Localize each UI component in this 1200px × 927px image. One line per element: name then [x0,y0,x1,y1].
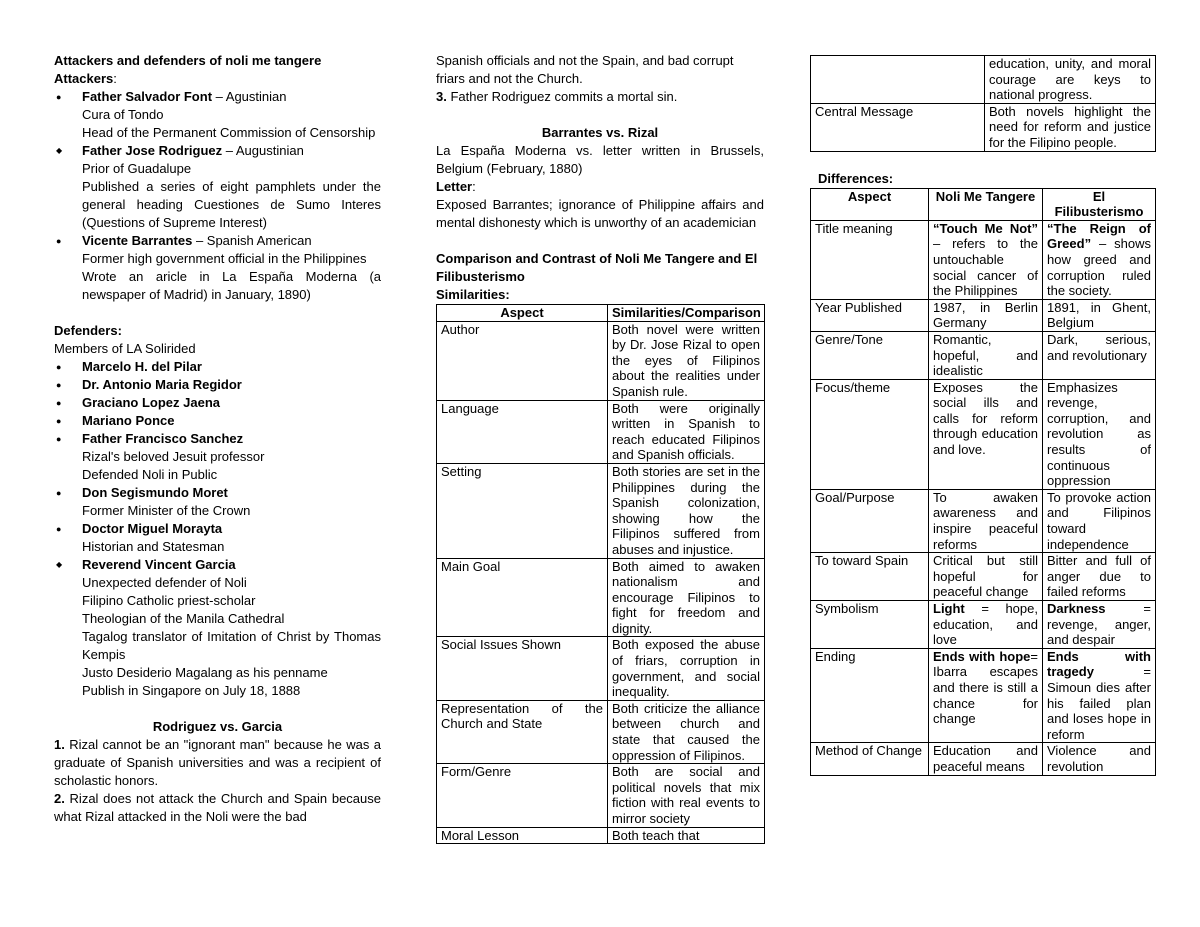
defender-name: Mariano Ponce [82,413,175,428]
similarities-row [437,558,765,637]
similarities-heading: Similarities: [436,287,510,302]
defenders-list [54,358,381,700]
differences-row [811,648,1156,743]
defender-name: Graciano Lopez Jaena [82,395,220,410]
similarities-row [437,321,765,400]
fili-text: Bitter and full of anger due to failed reforms [1047,553,1151,600]
barrantes-vs-rizal-heading: Barrantes vs. Rizal [541,125,659,140]
aspect-cell: Symbolism [811,601,929,649]
differences-row [811,220,1156,299]
fili-text: Dark, serious, and revolutionary [1047,331,1151,363]
comparison-cell: Both novel were written by Dr. Jose Rizal to open the eyes of Filipinos about the realities under Spanish rule. [608,321,765,400]
attackers-colon: : [113,71,117,86]
fili-cell [1043,553,1156,601]
aspect-cell: Genre/Tone [811,331,929,379]
point-text: Rizal does not attack the Church and Spain because what Rizal attacked in the Noli were the bad [54,791,381,824]
attackers-heading: Attackers [54,71,114,86]
attackers-heading-line [54,70,381,88]
differences-heading: Differences: [818,170,894,186]
aspect-cell: Goal/Purpose [811,489,929,552]
noli-text: – refers to the untouchable social cancer of the Philippines [933,236,1038,299]
differences-header-cell: Noli Me Tangere [929,188,1043,220]
letter-label-line [436,178,764,196]
column-2 [436,52,764,844]
fili-cell [1043,331,1156,379]
comparison-cell: Both novels highlight the need for reform and justice for the Filipino people. [985,103,1156,151]
defender-name: Dr. Antonio Maria Regidor [82,377,242,392]
defender-detail: Former Minister of the Crown [82,503,251,518]
defender-name: Marcelo H. del Pilar [82,359,202,374]
noli-bold-text: Ends with hope [933,648,1031,664]
similarities-row [437,827,765,844]
defender-detail: Unexpected defender of Noli [82,575,247,590]
noli-cell [929,220,1043,299]
point-3 [436,88,764,106]
comparison-cell: education, unity, and moral courage are keys to national progress. [985,56,1156,104]
defender-item [54,394,381,412]
aspect-cell: To toward Spain [811,553,929,601]
defender-item [54,430,381,448]
aspect-cell: Main Goal [437,558,608,637]
aspect-cell: Focus/theme [811,379,929,489]
similarities-row [811,56,1156,104]
noli-cell [929,648,1043,743]
noli-text: 1987, in Berlin Germany [933,299,1038,331]
point-number: 2. [54,791,65,806]
similarities-header-cell: Similarities/Comparison [608,305,765,322]
fili-cell [1043,743,1156,775]
aspect-cell: Setting [437,463,608,558]
aspect-cell: Representation of the Church and State [437,700,608,763]
rodriguez-vs-garcia-heading: Rodriguez vs. Garcia [152,719,283,734]
letter-colon: : [472,179,476,194]
defender-detail: Filipino Catholic priest-scholar [82,593,256,608]
rodriguez-vs-garcia-point [54,790,381,826]
similarities-header-row [437,305,765,322]
attacker-affiliation: – Spanish American [192,233,312,248]
comparison-cell: Both criticize the alliance between church and state that caused the oppression of Filipinos. [608,700,765,763]
rodriguez-vs-garcia-points [54,736,381,826]
noli-bold-text: Light [933,601,965,616]
aspect-cell [811,56,985,104]
aspect-cell: Social Issues Shown [437,637,608,700]
fili-text: = Simoun dies after his failed plan and loses hope in reform [1047,664,1151,742]
defenders-heading: Defenders: [54,323,122,338]
noli-cell [929,299,1043,331]
aspect-cell: Central Message [811,103,985,151]
differences-row [811,299,1156,331]
noli-text: = Ibarra escapes and there is still a chance for change [933,648,1038,727]
attacker-name: Vicente Barrantes [82,233,193,248]
attacker-item [54,88,381,106]
column-3 [810,55,1155,776]
defender-item [54,358,381,376]
aspect-cell: Method of Change [811,743,929,775]
defender-name: Reverend Vincent Garcia [82,557,236,572]
attacker-detail: Former high government official in the Philippines [82,251,367,266]
defender-detail: Justo Desiderio Magalang as his penname [82,665,328,680]
noli-cell [929,379,1043,489]
defender-detail: Theologian of the Manila Cathedral [82,611,285,626]
barrantes-vs-rizal-text: La España Moderna vs. letter written in Brussels, Belgium (February, 1880) [436,143,764,176]
similarities-row [437,463,765,558]
differences-table [810,188,1156,776]
noli-cell [929,553,1043,601]
continued-point-text: Spanish officials and not the Spain, and bad corrupt friars and not the Church. [436,53,734,86]
comparison-cell: Both are social and political novels that mix fiction with real events to mirror society [608,764,765,827]
attacker-detail: Wrote an aricle in La España Moderna (a newspaper of Madrid) in January, 1890) [82,269,381,302]
aspect-cell: Form/Genre [437,764,608,827]
fili-cell [1043,220,1156,299]
aspect-cell: Moral Lesson [437,827,608,844]
differences-header-row [811,188,1156,220]
similarities-row [437,700,765,763]
point-3-text: Father Rodriguez commits a mortal sin. [446,89,678,104]
attacker-name: Father Jose Rodriguez [82,143,223,158]
defender-name: Don Segismundo Moret [82,485,228,500]
differences-header-cell: El Filibusterismo [1043,188,1156,220]
column-1 [54,52,381,826]
differences-row [811,743,1156,775]
defender-detail: Rizal's beloved Jesuit professor [82,449,265,464]
noli-text: Romantic, hopeful, and idealistic [933,331,1038,379]
comparison-cell: Both aimed to awaken nationalism and encourage Filipinos to fight for freedom and dignity. [608,558,765,637]
noli-cell [929,601,1043,649]
noli-cell [929,489,1043,552]
aspect-cell: Language [437,400,608,463]
differences-row [811,379,1156,489]
aspect-cell: Ending [811,648,929,743]
defender-detail: Publish in Singapore on July 18, 1888 [82,683,301,698]
defender-item [54,556,381,574]
similarities-row [811,103,1156,151]
fili-text: = revenge, anger, and despair [1047,601,1151,648]
similarities-header-cell: Aspect [437,305,608,322]
defender-name: Father Francisco Sanchez [82,431,244,446]
point-text: Rizal cannot be an "ignorant man" because he was a graduate of Spanish universities and was a recipient of scholastic honors. [54,737,381,788]
aspect-cell: Title meaning [811,220,929,299]
attacker-item [54,232,381,250]
comparison-cell: Both were originally written in Spanish to reach educated Filipinos and Spanish officials. [608,400,765,463]
differences-row [811,331,1156,379]
point-3-number: 3. [436,89,447,104]
aspect-cell: Author [437,321,608,400]
defender-detail: Tagalog translator of Imitation of Christ by Thomas Kempis [82,629,381,662]
defender-item [54,376,381,394]
fili-text: To provoke action and Filipinos toward independence [1047,489,1151,552]
comparison-cell: Both stories are set in the Philippines during the Spanish colonization, showing how the Filipinos suffered from abuses and injustice. [608,463,765,558]
defender-detail: Defended Noli in Public [82,467,218,482]
differences-row [811,553,1156,601]
fili-cell [1043,379,1156,489]
noli-bold-text: “Touch Me Not” [933,220,1038,236]
defender-detail: Historian and Statesman [82,539,225,554]
point-number: 1. [54,737,65,752]
noli-cell [929,331,1043,379]
defender-item [54,520,381,538]
differences-header-cell: Aspect [811,188,929,220]
fili-cell [1043,601,1156,649]
attacker-detail: Published a series of eight pamphlets under the general heading Cuestiones de Sumo Interes (Questions of Supreme Interest) [82,179,381,230]
fili-cell [1043,299,1156,331]
similarities-row [437,764,765,827]
defender-item [54,412,381,430]
fili-text: – shows how greed and corruption ruled the society. [1047,236,1151,299]
similarities-table-continued [810,55,1156,152]
similarities-table [436,304,765,844]
attacker-item [54,142,381,160]
defender-name: Doctor Miguel Morayta [82,521,223,536]
document-title: Attackers and defenders of noli me tangere [54,53,322,68]
attacker-detail: Head of the Permanent Commission of Censorship [82,125,376,140]
defenders-intro: Members of LA Solirided [54,341,196,356]
letter-label: Letter [436,179,473,194]
noli-text: Education and peaceful means [933,743,1038,774]
fili-text: 1891, in Ghent, Belgium [1047,299,1151,331]
similarities-row [437,400,765,463]
noli-text: To awaken awareness and inspire peaceful reforms [933,489,1038,552]
attackers-list [54,88,381,304]
fili-text: Emphasizes revenge, corruption, and revolution as results of continuous oppression [1047,379,1151,489]
defender-item [54,484,381,502]
attacker-detail: Prior of Guadalupe [82,161,192,176]
noli-text: = hope, education, and love [933,601,1038,648]
comparison-heading: Comparison and Contrast of Noli Me Tangere and El Filibusterismo [436,251,758,284]
rodriguez-vs-garcia-point [54,736,381,790]
noli-cell [929,743,1043,775]
attacker-name: Father Salvador Font [82,89,213,104]
noli-text: Exposes the social ills and calls for reform through education and love. [933,379,1038,458]
fili-text: Violence and revolution [1047,743,1151,774]
comparison-cell: Both teach that [608,827,765,844]
comparison-cell: Both exposed the abuse of friars, corruption in government, and social inequality. [608,637,765,700]
letter-text: Exposed Barrantes; ignorance of Philippine affairs and mental dishonesty which is unworthy of an academician [436,197,764,230]
attacker-affiliation: – Agustinian [212,89,287,104]
fili-cell [1043,489,1156,552]
differences-row [811,601,1156,649]
fili-bold-text: “The Reign of Greed” [1047,220,1151,252]
noli-text: Critical but still hopeful for peaceful change [933,553,1038,600]
differences-row [811,489,1156,552]
fili-bold-text: Darkness [1047,601,1106,616]
fili-cell [1043,648,1156,743]
fili-bold-text: Ends with tragedy [1047,648,1151,680]
similarities-row [437,637,765,700]
attacker-detail: Cura of Tondo [82,107,164,122]
aspect-cell: Year Published [811,299,929,331]
attacker-affiliation: – Augustinian [222,143,304,158]
